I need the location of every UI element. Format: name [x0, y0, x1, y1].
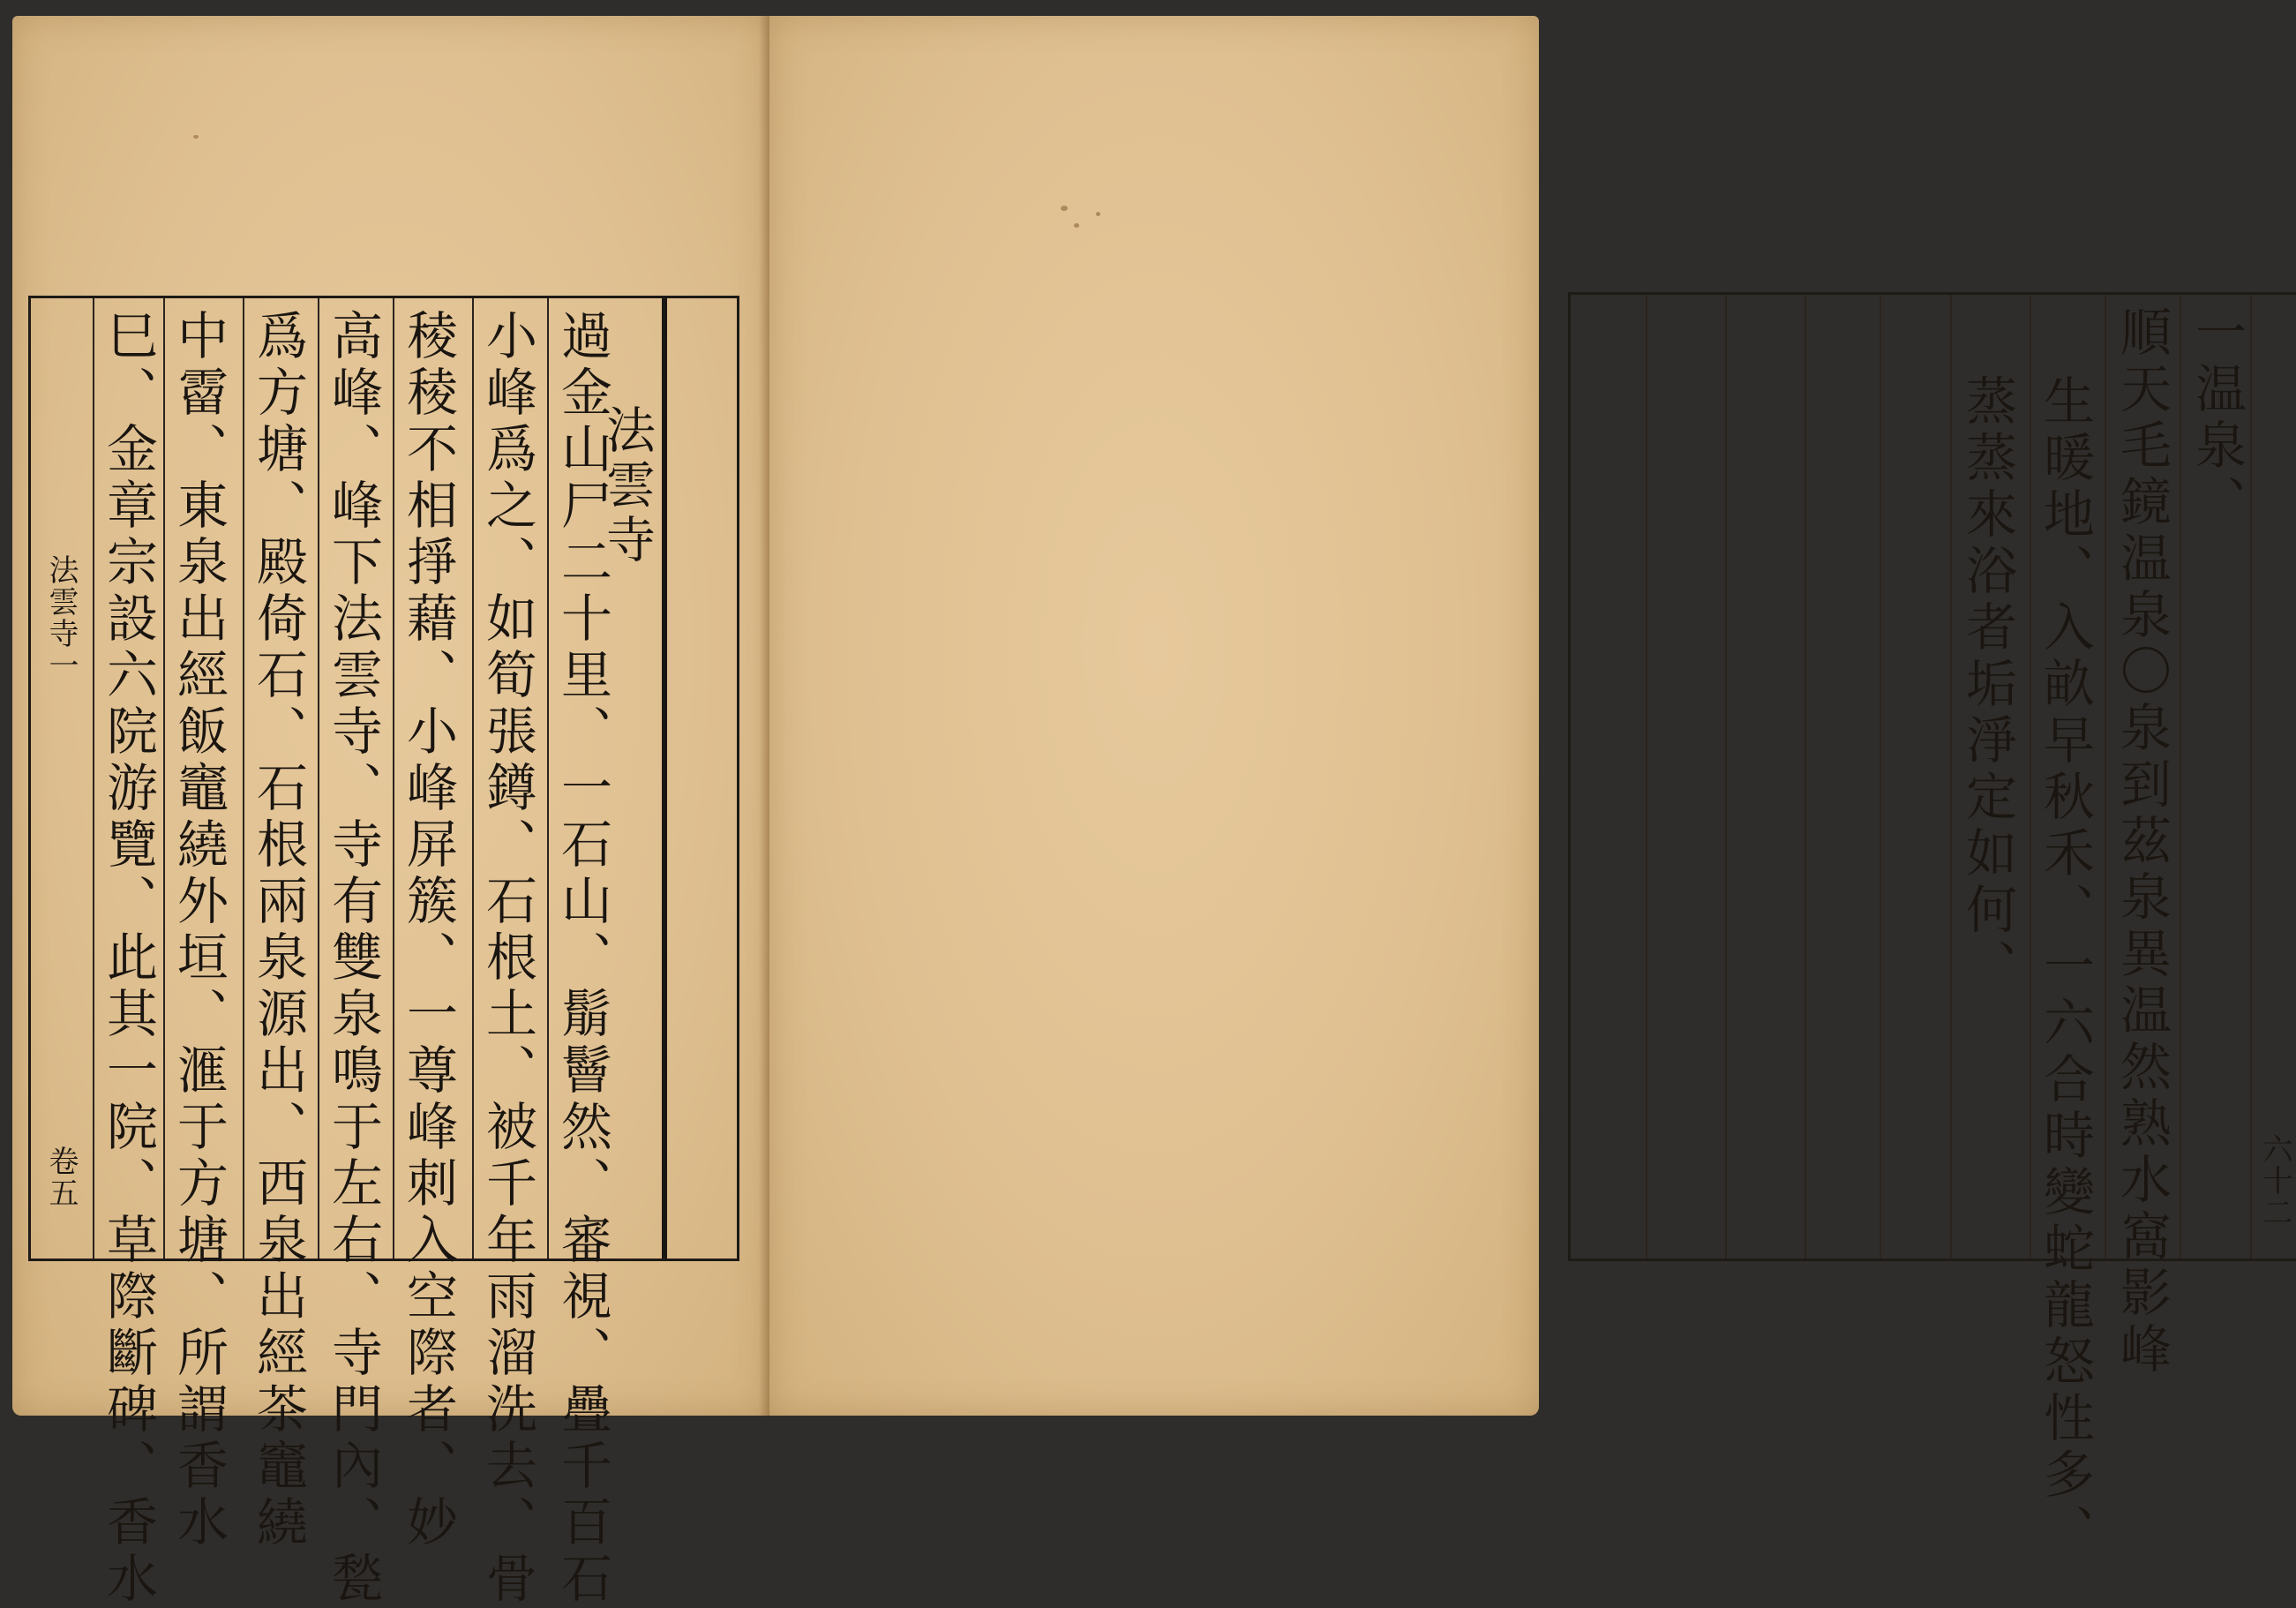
margin-juan: 卷五 — [43, 1146, 79, 1209]
text-column-6: 中霤、東泉出經飯竈繞外垣、滙于方塘、所謂香水 — [169, 309, 229, 1552]
left-page — [12, 16, 769, 1608]
book-spread — [12, 16, 2292, 1608]
text-column-4: 高峰、峰下法雲寺、寺有雙泉鳴于左右、寺門內、甃 — [323, 309, 383, 1608]
text-column-2: 小峰爲之、如筍張鐏、石根土、被千年雨溜洗去、骨 — [477, 309, 537, 1608]
text-column-7: 巳、金章宗設六院游覽、此其一院、草際斷碑、香水 — [98, 309, 158, 1608]
left-text-frame — [28, 296, 739, 1608]
margin-title: 法雲寺一 — [43, 554, 79, 681]
section-title: 法雲寺 — [598, 404, 656, 568]
text-column-4: 蒸蒸來浴者垢淨定如何、 — [1957, 374, 2017, 996]
right-page — [769, 16, 2292, 1560]
text-column-3: 稜稜不相掙藉、小峰屏簇、一尊峰刺入空際者、妙 — [398, 309, 458, 1552]
text-column-5: 爲方塘、殿倚石、石根兩泉源出、西泉出經茶竈繞 — [248, 309, 308, 1552]
text-column-3: 生暖地、入畝早秋禾、一六合時變蛇龍怒性多、 — [2035, 374, 2095, 1560]
page-number: 六十二 — [2257, 1133, 2292, 1229]
right-text-frame — [1568, 292, 2296, 1560]
text-column-1: 過金山尸二十里、一石山、鬅鬙然、審視、疊千百石 — [552, 309, 612, 1608]
text-column-2: 順天毛鏡温泉〇泉到茲泉異温然熟水窩影峰 — [2112, 305, 2172, 1379]
text-column-1: 一温泉、 — [2187, 305, 2247, 531]
